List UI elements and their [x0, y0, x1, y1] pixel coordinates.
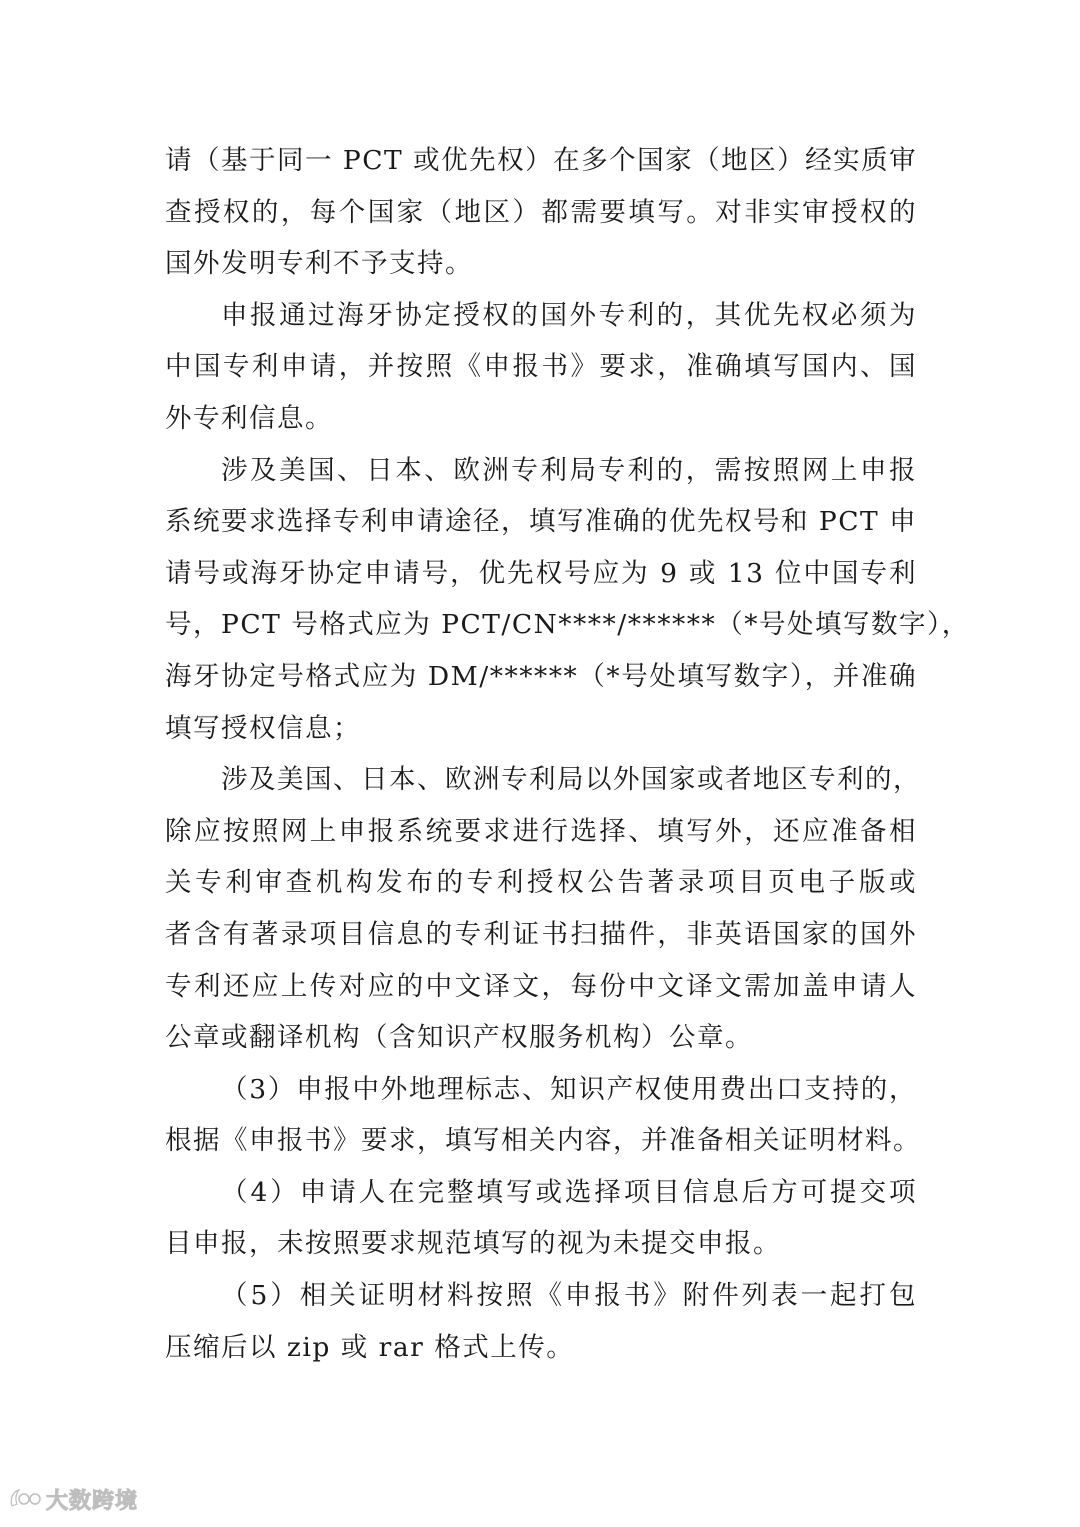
watermark-logo-icon: [8, 1486, 42, 1512]
text-line: 公章或翻译机构（含知识产权服务机构）公章。: [165, 1022, 753, 1054]
text-line: 根据《申报书》要求，填写相关内容，并准备相关证明材料。: [165, 1125, 921, 1157]
text-line: 目申报，未按照要求规范填写的视为未提交申报。: [165, 1228, 781, 1260]
watermark: [8, 1484, 138, 1514]
paragraph-first-line: （5）相关证明材料按照《申报书》附件列表一起打包: [221, 1280, 917, 1312]
text-line: 除应按照网上申报系统要求进行选择、填写外，还应准备相: [165, 815, 917, 847]
text-line: 请号或海牙协定申请号，优先权号应为 9 或 13 位中国专利: [165, 557, 917, 589]
text-line: 查授权的，每个国家（地区）都需要填写。对非实审授权的: [165, 196, 917, 228]
text-line: 者含有著录项目信息的专利证书扫描件，非英语国家的国外: [165, 918, 917, 950]
text-line: 关专利审查机构发布的专利授权公告著录项目页电子版或: [165, 867, 917, 899]
text-line: 海牙协定号格式应为 DM/******（*号处填写数字），并准确: [165, 660, 917, 692]
text-line: 系统要求选择专利申请途径，填写准确的优先权号和 PCT 申: [165, 506, 918, 538]
paragraph-first-line: 涉及美国、日本、欧洲专利局专利的，需按照网上申报: [221, 454, 917, 486]
text-line: 专利还应上传对应的中文译文，每份中文译文需加盖申请人: [165, 970, 917, 1002]
text-line: 外专利信息。: [165, 402, 333, 434]
paragraph-first-line: （4）申请人在完整填写或选择项目信息后方可提交项: [221, 1176, 917, 1208]
paragraph-first-line: 涉及美国、日本、欧洲专利局以外国家或者地区专利的，: [221, 764, 921, 796]
paragraph-first-line: 申报通过海牙协定授权的国外专利的，其优先权必须为: [221, 299, 917, 331]
document-body: [165, 135, 970, 1373]
watermark-text: 大数跨境: [46, 1488, 139, 1514]
text-line: 请（基于同一 PCT 或优先权）在多个国家（地区）经实质审: [165, 145, 918, 176]
paragraph-first-line: （3）申报中外地理标志、知识产权使用费出口支持的，: [221, 1073, 917, 1105]
text-line: 压缩后以 zip 或 rar 格式上传。: [165, 1331, 575, 1363]
text-line: 号，PCT 号格式应为 PCT/CN****/******（*号处填写数字），: [165, 609, 970, 641]
text-line: 填写授权信息；: [165, 712, 361, 744]
text-line: 国外发明专利不予支持。: [165, 248, 473, 280]
text-line: 中国专利申请，并按照《申报书》要求，准确填写国内、国: [165, 351, 917, 383]
